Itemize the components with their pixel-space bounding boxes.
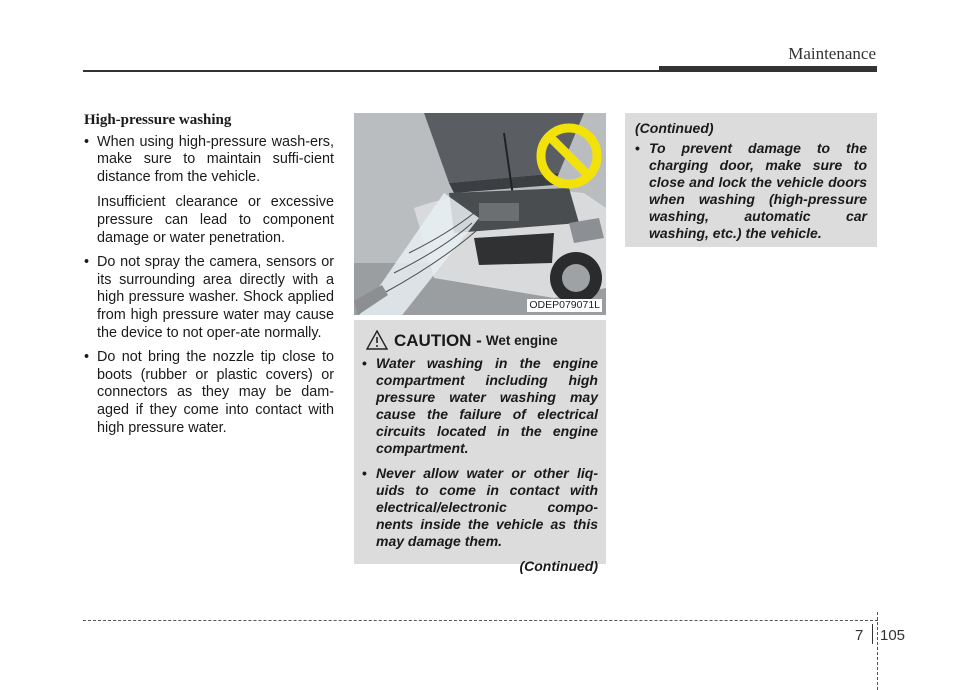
prohibited-icon xyxy=(534,121,604,191)
caution-subject: Wet engine xyxy=(485,332,558,348)
bullet-item: • Do not bring the nozzle tip close to boots (rubber or plastic covers) or connectors as they may be dam-aged if they come into contact with high pressure water. xyxy=(84,349,334,437)
chapter-number: 7 xyxy=(855,627,864,644)
caution-label: CAUTION - xyxy=(394,330,482,350)
footer-rule xyxy=(83,620,878,621)
bullet-item: • When using high-pressure wash-ers, make sure to maintain suffi-cient distance from the vehicle. xyxy=(84,134,334,187)
figure-code: ODEP079071L xyxy=(529,299,600,311)
footer-divider xyxy=(877,612,878,690)
page-header-title: Maintenance xyxy=(788,44,876,63)
engine-wash-figure xyxy=(354,113,606,315)
header-rule xyxy=(83,70,659,72)
page-number: 105 xyxy=(880,627,906,644)
continued-bullet: • To prevent damage to the charging door, make sure to close and lock the vehicle doors when washing (high-pressure washing, automatic car washing, etc.) the vehicle. xyxy=(635,140,867,242)
continued-note: (Continued) xyxy=(519,558,598,574)
page-number-separator xyxy=(872,624,873,644)
header-rule-accent xyxy=(659,66,877,72)
caution-title xyxy=(366,330,598,350)
continued-box xyxy=(625,113,877,247)
warning-triangle-icon xyxy=(366,330,388,350)
caution-bullet: • Water washing in the engine compartment including high pressure water washing may cause the failure of electrical circuits located in the engine compartment. xyxy=(362,355,598,457)
left-column xyxy=(84,112,334,437)
bullet-continuation: Insufficient clearance or excessive pressure can lead to component damage or water penetration. xyxy=(97,194,334,246)
bullet-item: • Do not spray the camera, sensors or its surrounding area directly with a high pressure washer. Shock applied from high pressure water may cause the device to not oper-ate normally. xyxy=(84,254,334,342)
caution-box xyxy=(354,320,606,574)
continued-heading: (Continued) xyxy=(635,120,714,136)
caution-bullet: • Never allow water or other liq-uids to come in contact with electrical/electronic compo-nents inside the vehicle as this may damage them. xyxy=(362,465,598,550)
section-heading: High-pressure washing xyxy=(84,112,232,128)
